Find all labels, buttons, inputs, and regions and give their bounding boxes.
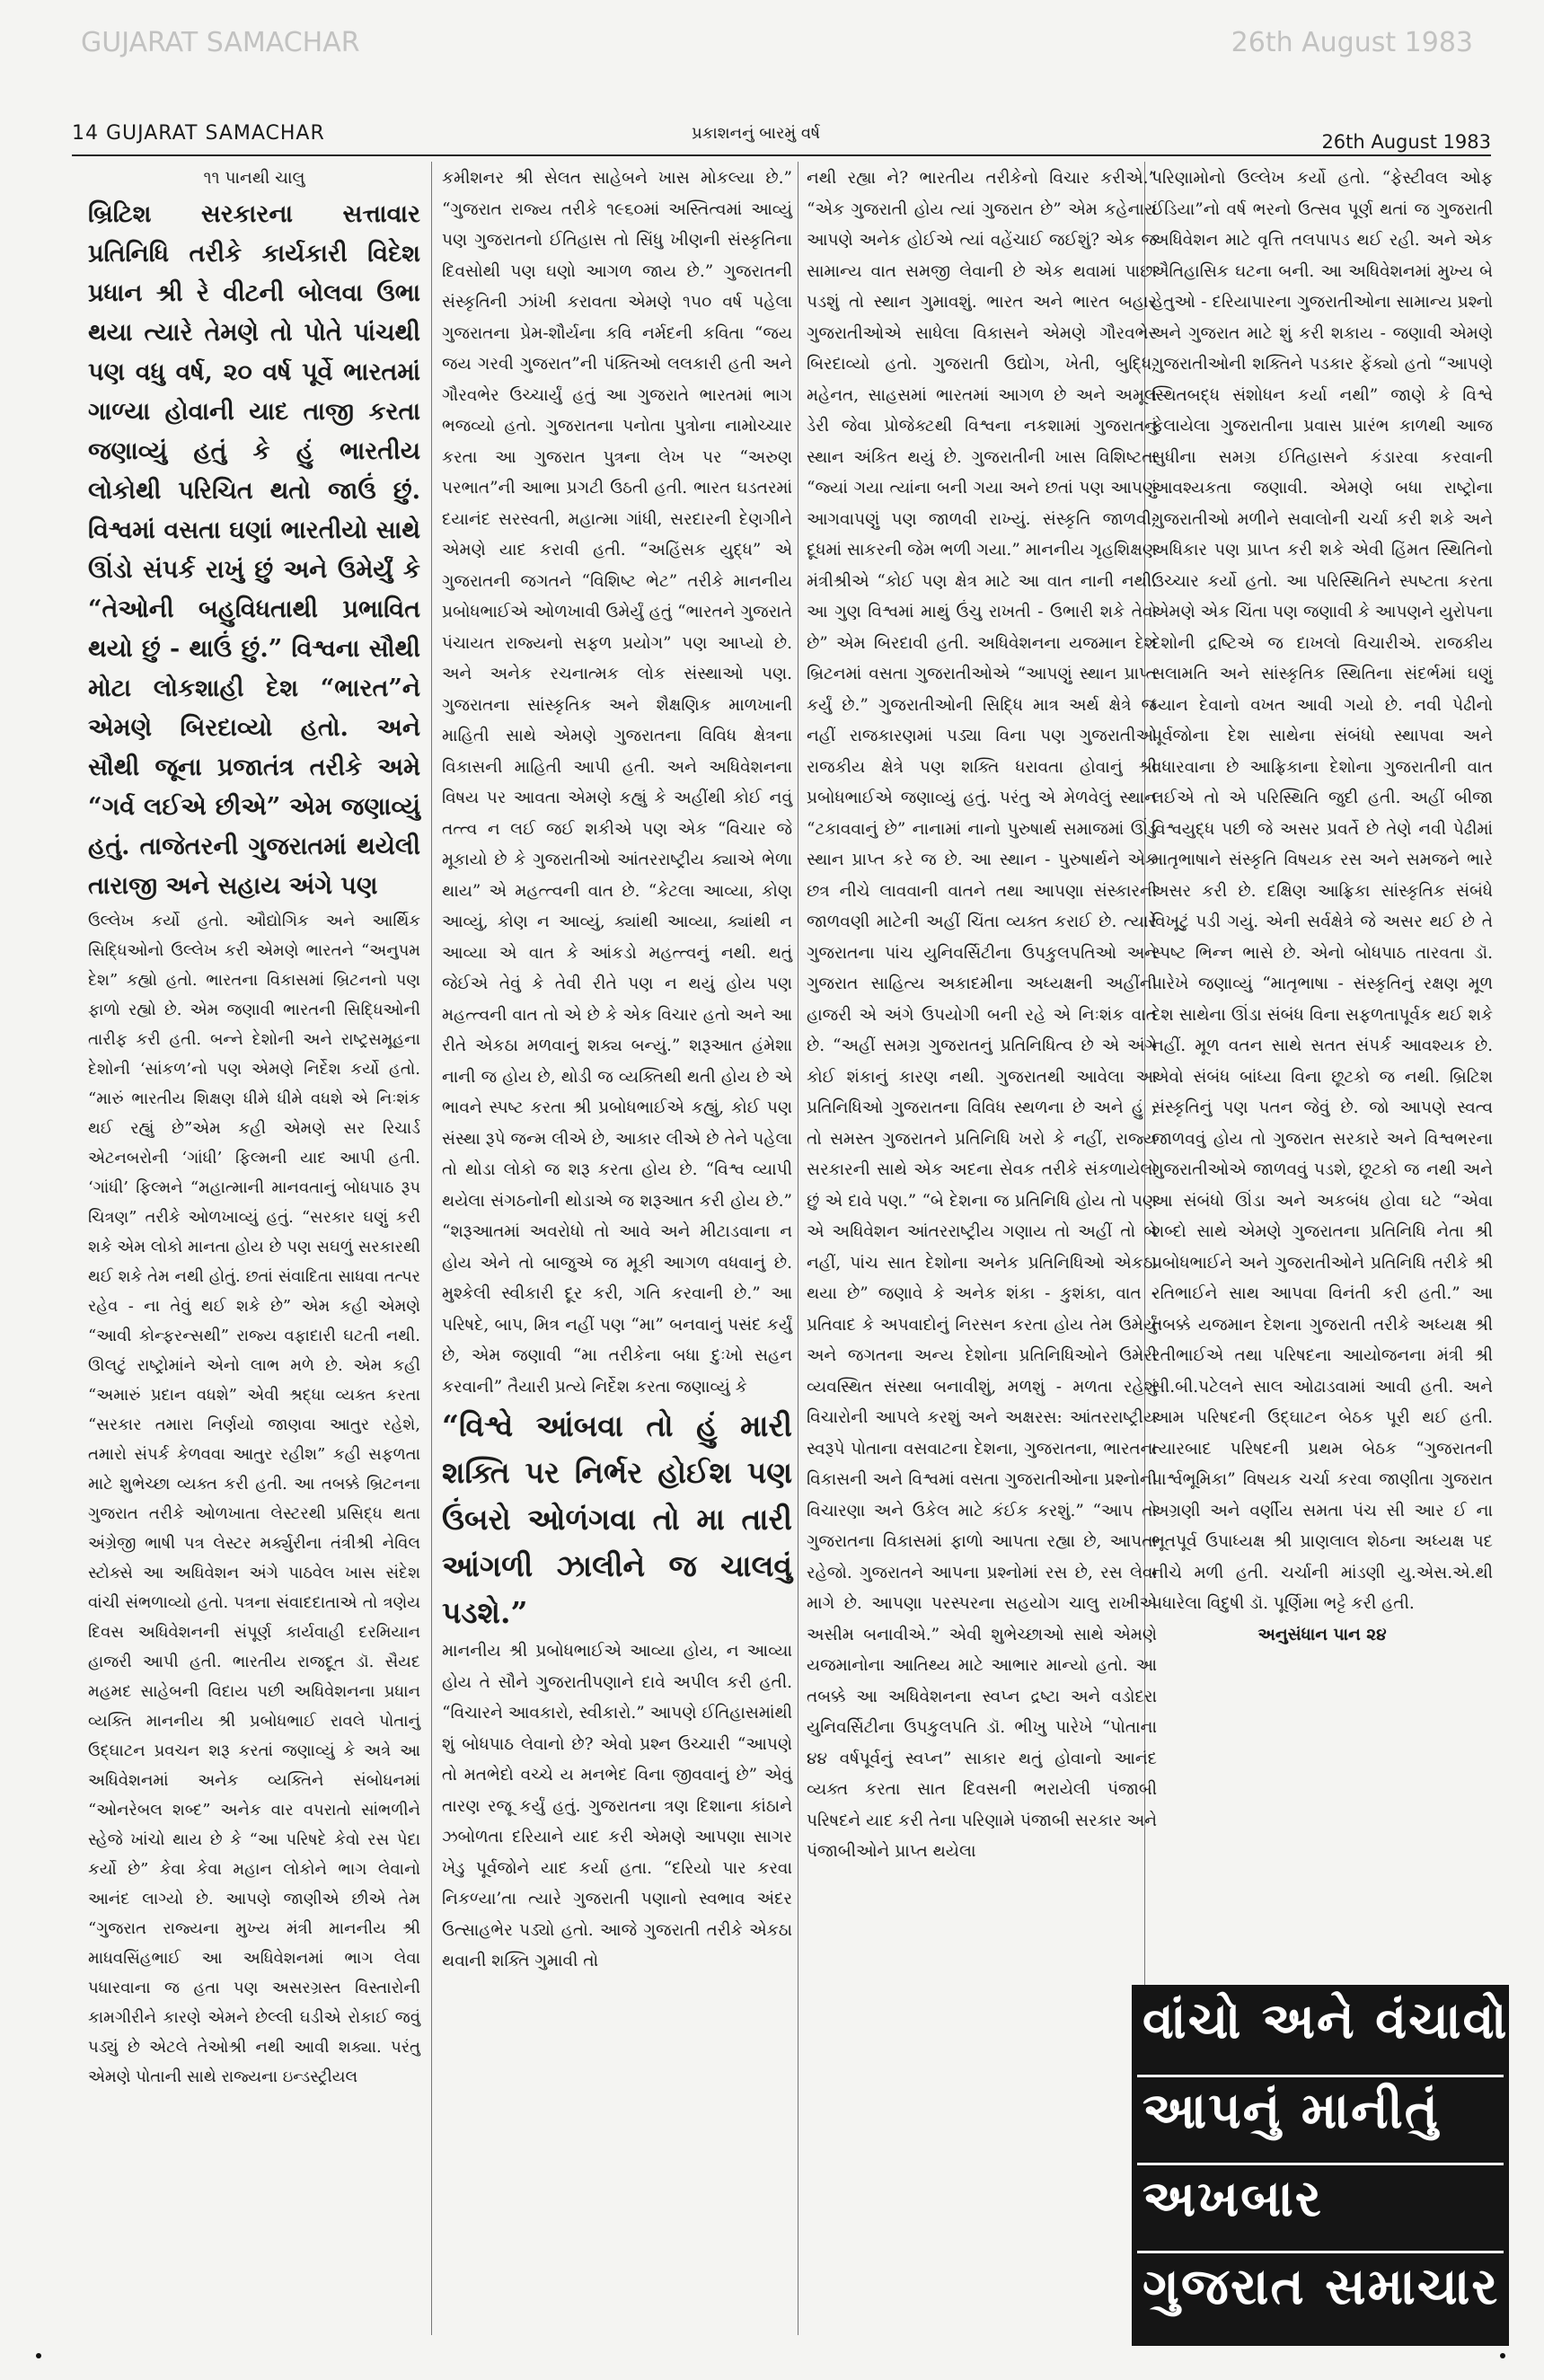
promo-line: આપનું માનીતું bbox=[1143, 2082, 1440, 2140]
print-mark bbox=[1500, 2353, 1505, 2358]
page-number-label: 14 GUJARAT SAMACHAR bbox=[72, 122, 325, 145]
promo-divider bbox=[1137, 2075, 1504, 2077]
continuation-note: ૧૧ પાનથી ચાલુ bbox=[203, 169, 305, 188]
issue-date: 26th August 1983 bbox=[1321, 131, 1491, 153]
bleed-left-text: GUJARAT SAMACHAR bbox=[81, 27, 360, 58]
promo-divider bbox=[1137, 2251, 1504, 2253]
article-column-3 bbox=[807, 163, 1157, 1868]
article-body-text: પરિણામોનો ઉલ્લેખ કર્યો હતો. “ફેસ્ટીવલ ઓફ ઈંડિયા”નો વર્ષ ભરનો ઉત્સવ પૂર્ણ થતાં જ ગુજરાતી અધિવેશન માટે વૃત્તિ તલપાપડ થઈ રહી. અને એક ઐતિહાસિક ઘટના બની. આ અધિવેશનમાં મુખ્ય બે હેતુઓ - દરિયાપારના ગુજરાતીઓના સામાન્ય પ્રશ્નો અને ગુજરાત માટે શું કરી શકાય - જણાવી એમણે ગુજરાતીઓની શક્તિને પડકાર ફેંક્યો હતો “આપણે સ્થિતબદ્ધ સંશોધન કર્યા નથી” જાણે કે વિશ્વે ફેલાયેલા ગુજરાતીના પ્રવાસ પ્રારંભ કાળથી આજ સુધીના સમગ્ર ઈતિહાસને કંડારવા કરવાની આવશ્યકતા જણાવી. એમણે બધા રાષ્ટ્રોના ગુજરાતીઓ મળીને સવાલોની ચર્ચા કરી શકે અને અધિકાર પણ પ્રાપ્ત કરી શકે એવી હિંમત સ્થિતિનો ઉચ્ચાર કર્યો હતો. આ પરિસ્થિતિને સ્પષ્ટતા કરતા એમણે એક ચિંતા પણ જણાવી કે આપણને યુરોપના દેશોની દ્રષ્ટિએ જ દાખલો વિચારીએ. રાજકીય સલામતિ અને સાંસ્કૃતિક સ્થિતિના સંદર્ભમાં ઘણું ધ્યાન દેવાનો વખત આવી ગયો છે. નવી પેઢીનો પૂર્વજોના દેશ સાથેના સંબંધો સ્થાપવા અને વધારવાના છે આફ્રિકાના દેશોના ગુજરાતીની વાત લઈએ તો એ પરિસ્થિતિ જુદી હતી. અહીં બીજા વિશ્વયુદ્ધ પછી જે અસર પ્રવર્તે છે તેણે નવી પેઢીમાં માતૃભાષાને સંસ્કૃતિ વિષયક રસ અને સમજને ભારે અસર કરી છે. દક્ષિણ આફ્રિકા સાંસ્કૃતિક સંબંધે વિખૂટું પડી ગયું. એની સર્વક્ષેત્રે જે અસર થઈ છે તે સ્પષ્ટ ભિન્ન ભાસે છે. એનો બોધપાઠ તારવતા ડૉ. પારેખે જણાવ્યું “માતૃભાષા - સંસ્કૃતિનું રક્ષણ મૂળ દેશ સાથેના ઊંડા સંબંધ વિના સફળતાપૂર્વક થઈ શકે નહીં. મૂળ વતન સાથે સતત સંપર્ક આવશ્યક છે. એવો સંબંધ બાંધ્યા વિના છૂટકો જ નથી. બ્રિટિશ સંસ્કૃતિનું પણ પતન જેવું છે. જો આપણે સ્વત્વ જાળવવું હોય તો ગુજરાત સરકારે અને વિશ્વભરના ગુજરાતીઓએ જાળવવું પડશે, છૂટકો જ નથી અને આ સંબંધો ઊંડા અને અકબંધ હોવા ઘટે “એવા શબ્દો સાથે એમણે ગુજરાતના પ્રતિનિધિ નેતા શ્રી પ્રબોધભાઈને અને ગુજરાતીઓને પ્રતિનિધિ તરીકે શ્રી રતિભાઈને સાથ આપવા વિનંતી કરી હતી.” આ તબક્કે યજમાન દેશના ગુજરાતી તરીકે અધ્યક્ષ શ્રી રતીભાઈએ તથા પરિષદના આયોજનના મંત્રી શ્રી સી.બી.પટેલને સાલ ઓઢાડવામાં આવી હતી. અને આમ પરિષદની ઉદ્ઘાટન બેઠક પૂરી થઈ હતી. ત્યારબાદ પરિષદની પ્રથમ બેઠક “ગુજરાતની પાર્શ્વભૂમિકા” વિષયક ચર્ચા કરવા જાણીતા ગુજરાત અગ્રણી અને વર્ણીય સમતા પંચ સી આર ઈ ના ભૂતપૂર્વ ઉપાધ્યક્ષ શ્રી પ્રાણલાલ શેઠના અધ્યક્ષ પદ નીચે મળી હતી. ચર્ચાની માંડણી યુ.એસ.એ.થી પધારેલા વિદુષી ડૉ. પૂર્ણિમા ભટ્ટે કરી હતી. bbox=[1151, 169, 1493, 1613]
bleed-through-header bbox=[27, 18, 1509, 99]
promo-line: અખબાર bbox=[1143, 2170, 1323, 2228]
page-header bbox=[72, 119, 1491, 156]
article-lead-paragraph: બ્રિટિશ સરકારના સત્તાવાર પ્રતિનિધિ તરીકે કાર્યકારી વિદેશ પ્રધાન શ્રી રે વીટની બોલવા ઉભા થયા ત્યારે તેમણે તો પોતે પાંચથી પણ વધુ વર્ષ, ૨૦ વર્ષ પૂર્વે ભારતમાં ગાળ્યા હોવાની યાદ તાજી કરતા જણાવ્યું હતું કે હું ભારતીય લોકોથી પરિચિત થતો જાઉં છું. વિશ્વમાં વસતા ઘણાં ભારતીયો સાથે ઊંડો સંપર્ક રાખું છું અને ઉમેર્યું કે “તેઓની બહુવિધતાથી પ્રભાવિત થયો છું - થાઉં છું.” વિશ્વના સૌથી મોટા લોકશાહી દેશ “ભારત”ને એમણે બિરદાવ્યો હતો. અને સૌથી જૂના પ્રજાતંત્ર તરીકે અમે “ગર્વ લઈએ છીએ” એમ જણાવ્યું હતું. તાજેતરની ગુજરાતમાં થયેલી તારાજી અને સહાય અંગે પણ bbox=[88, 199, 420, 900]
article-column-4 bbox=[1151, 163, 1493, 1651]
pull-quote: “વિશ્વે આંબવા તો હું મારી શક્તિ પર નિર્ભર હોઈશ પણ ઉંબરો ઓળંગવા તો મા તારી આંગળી ઝાલીને જ ચાલવું પડશે.” bbox=[442, 1408, 792, 1630]
article-body-text: કમીશનર શ્રી સેલત સાહેબને ખાસ મોકલ્યા છે.” “ગુજરાત રાજ્ય તરીકે ૧૯૬૦માં અસ્તિત્વમાં આવ્યું પણ ગુજરાતનો ઈતિહાસ તો સિંધુ ખીણની સંસ્કૃતિના દિવસોથી પણ ઘણો આગળ જાય છે.” ગુજરાતની સંસ્કૃતિની ઝાંખી કરાવતા એમણે ૧૫૦ વર્ષ પહેલા ગુજરાતના પ્રેમ-શૌર્યના કવિ નર્મદની કવિતા “જય જય ગરવી ગુજરાત”ની પંક્તિઓ લલકારી હતી અને ગૌરવભેર ઉચ્ચાર્યું હતું આ ગુજરાતે ભારતમાં ભાગ ભજવ્યો હતો. ગુજરાતના પનોતા પુત્રોના નામોચ્ચાર કરતા આ ગુજરાત પુત્રના લેખ પર “અરુણ પરભાત”ની આભા પ્રગટી ઉઠતી હતી. ભારત ઘડતરમાં દયાનંદ સરસ્વતી, મહાત્મા ગાંધી, સરદારની દેણગીને એમણે યાદ કરાવી હતી. “અહિંસક યુદ્ધ” એ ગુજરાતની જગતને “વિશિષ્ટ ભેટ” તરીકે માનનીય પ્રબોધભાઈએ ઓળખાવી ઉમેર્યું હતું “ભારતને ગુજરાતે પંચાયત રાજ્યનો સફળ પ્રયોગ” પણ આપ્યો છે. અને અનેક રચનાત્મક લોક સંસ્થાઓ પણ. ગુજરાતના સાંસ્કૃતિક અને શૈક્ષણિક માળખાની માહિતી સાથે એમણે ગુજરાતના વિવિધ ક્ષેત્રના વિકાસની માહિતી આપી હતી. અને અધિવેશનના વિષય પર આવતા એમણે કહ્યું કે અહીંથી કોઈ નવું તત્ત્વ ન લઈ જઈ શકીએ પણ એક “વિચાર જે મૂકાયો છે કે ગુજરાતીઓ આંતરરાષ્ટ્રીય ક્યાએ ભેળા થાય” એ મહત્ત્વની વાત છે. “કેટલા આવ્યા, કોણ આવ્યું, કોણ ન આવ્યું, ક્યાંથી આવ્યા, ક્યાંથી ન આવ્યા એ વાત કે આંકડો મહત્ત્વનું નથી. થતું જેઈએ તેવું કે તેવી રીતે પણ ન થયું હોય પણ મહત્ત્વની વાત તો એ છે કે એક વિચાર હતો અને આ રીતે એકઠા મળવાનું શક્ય બન્યું.” શરૂઆત હંમેશા નાની જ હોય છે, થોડી જ વ્યક્તિથી થતી હોય છે એ ભાવને સ્પષ્ટ કરતા શ્રી પ્રબોધભાઈએ કહ્યું, કોઈ પણ સંસ્થા રૂપે જન્મ લીએ છે, આકાર લીએ છે તેને પહેલા તો થોડા લોકો જ શરૂ કરતા હોય છે. “વિશ્વ વ્યાપી થયેલા સંગઠનોની થોડાએ જ શરૂઆત કરી હોય છે.” “શરૂઆતમાં અવરોધો તો આવે અને મીટાડવાના ન હોય એને તો બાજુએ જ મૂકી આગળ વધવાનું છે. મુશ્કેલી સ્વીકારી દૂર કરી, ગતિ કરવાની છે.” આ પરિષદે, બાપ, મિત્ર નહીં પણ “મા” બનવાનું પસંદ કર્યું છે, એમ જણાવી “મા તરીકેના બધા દુઃખો સહન કરવાની” તૈયારી પ્રત્યે નિર્દેશ કરતા જણાવ્યું કે bbox=[442, 169, 792, 1397]
continued-on-page-note: અનુસંધાન પાન ૨૪ bbox=[1257, 1625, 1387, 1644]
article-body-text: નથી રહ્યા ને? ભારતીય તરીકેનો વિચાર કરીએ.” “એક ગુજરાતી હોય ત્યાં ગુજરાત છે” એમ કહેનારા આપણે અનેક હોઈએ ત્યાં વહેંચાઈ જઈશું? એક જ સામાન્ય વાત સમજી લેવાની છે એક થવામાં પાછા પડશું તો સ્થાન ગુમાવશું. ભારત અને ભારત બહાર ગુજરાતીઓએ સાધેલા વિકાસને એમણે ગૌરવભેર બિરદાવ્યો હતો. ગુજરાતી ઉદ્યોગ, ખેતી, બુદ્ધિ, મહેનત, સાહસમાં ભારતમાં આગળ છે અને અમૂલ ડેરી જેવા પ્રોજેક્ટથી વિશ્વના નકશામાં ગુજરાતનું સ્થાન અંકિત થયું છે. ગુજરાતીની ખાસ વિશિષ્ટતા “જ્યાં ગયા ત્યાંના બની ગયા અને છતાં પણ આપણું આગવાપણું પણ જાળવી રાખ્યું. સંસ્કૃતિ જાળવી; દૂધમાં સાકરની જેમ ભળી ગયા.” માનનીય ગૃહશિક્ષણ મંત્રીશ્રીએ “કોઈ પણ ક્ષેત્ર માટે આ વાત નાની નથી. આ ગુણ વિશ્વમાં માથું ઉંચુ રાખતી - ઉભારી શકે તેવો છે” એમ બિરદાવી હતી. અધિવેશનના યજમાન દેશ બ્રિટનમાં વસતા ગુજરાતીઓએ “આપણું સ્થાન પ્રાપ્ત કર્યું છે.” ગુજરાતીઓની સિદ્ધિ માત્ર અર્થ ક્ષેત્રે જ નહીં રાજકારણમાં પડ્યા વિના પણ ગુજરાતીઓ રાજકીય ક્ષેત્રે પણ શક્તિ ધરાવતા હોવાનું શ્રી પ્રબોધભાઈએ જણાવ્યું હતું. પરંતુ એ મેળવેલું સ્થાન “ટકાવવાનું છે” નાનામાં નાનો પુરુષાર્થ સમાજમાં ઊંડું સ્થાન પ્રાપ્ત કરે જ છે. આ સ્થાન - પુરુષાર્થને એક છત્ર નીચે લાવવાની વાતને તથા આપણા સંસ્કારની જાળવણી માટેની અહીં ચિંતા વ્યક્ત કરાઈ છે. ત્યારે ગુજરાતના પાંચ યુનિવર્સિટીના ઉપકુલપતિઓ અને ગુજરાત સાહિત્ય અકાદમીના અધ્યક્ષની અહીંની હાજરી એ અંગે ઉપયોગી બની રહે એ નિઃશંક વાત છે. “અહીં સમગ્ર ગુજરાતનું પ્રતિનિધિત્વ છે એ અંગે કોઈ શંકાનું કારણ નથી. ગુજરાતથી આવેલા આ પ્રતિનિધિઓ ગુજરાતના વિવિધ સ્થળના છે અને હું , તો સમસ્ત ગુજરાતને પ્રતિનિધિ ખરો કે નહીં, રાજ્ય સરકારની સાથે એક અદના સેવક તરીકે સંકળાયેલો છું એ દાવે પણ.” “બે દેશના જ પ્રતિનિધિ હોય તો પણ એ અધિવેશન આંતરરાષ્ટ્રીય ગણાય તો અહીં તો બે નહીં, પાંચ સાત દેશોના અનેક પ્રતિનિધિઓ એકઠા થયા છે” જણાવે કે અનેક શંકા - કુશંકા, વાત - પ્રતિવાદ કે અપવાદોનું નિરસન કરતા હોય તેમ ઉમેર્યું અને જગતના અન્ય દેશોના પ્રતિનિધિઓને ઉમેરી વ્યવસ્થિત સંસ્થા બનાવીશું, મળશું - મળતા રહેશું વિચારોની આપલે કરશું અને અક્ષરસ: આંતરરાષ્ટ્રીય સ્વરૂપે પોતાના વસવાટના દેશના, ગુજરાતના, ભારતના વિકાસની અને વિશ્વમાં વસતા ગુજરાતીઓના પ્રશ્નોની વિચારણા અને ઉકેલ માટે કંઈક કરશું.” “આપ તો ગુજરાતના વિકાસમાં ફાળો આપતા રહ્યા છે, આપતા રહેજો. ગુજરાતને આપના પ્રશ્નોમાં રસ છે, રસ લેવા માગે છે. આપણા પરસ્પરના સહયોગ ચાલુ રાખીએ અસીમ બનાવીએ.” એવી શુભેચ્છાઓ સાથે એમણે યજમાનોના આતિથ્ય માટે આભાર માન્યો હતો. આ તબક્કે આ અધિવેશનના સ્વપ્ન દ્રષ્ટા અને વડોદરા યુનિવર્સિટીના ઉપકુલપતિ ડૉ. ભીખુ પારેખે “પોતાના ૪૪ વર્ષપૂર્વનું સ્વપ્ન” સાકાર થતું હોવાનો આનંદ વ્યક્ત કરતા સાત દિવસની ભરાયેલી પંજાબી પરિષદને યાદ કરી તેના પરિણામે પંજાબી સરકાર અને પંજાબીઓને પ્રાપ્ત થયેલા bbox=[807, 169, 1157, 1861]
column-divider bbox=[431, 162, 432, 2335]
article-body-text: ઉલ્લેખ કર્યો હતો. ઔદ્યોગિક અને આર્થિક સિદ્ધિઓનો ઉલ્લેખ કરી એમણે ભારતને “અનુપમ દેશ” કહ્યો હતો. ભારતના વિકાસમાં બ્રિટનનો પણ ફાળો રહ્યો છે. એમ જણાવી ભારતની સિદ્ધિઓની તારીફ કરી હતી. બન્ને દેશોની અને રાષ્ટ્રસમૂહના દેશોની ‘સાંકળ’નો પણ એમણે નિર્દેશ કર્યો હતો. “મારું ભારતીય શિક્ષણ ધીમે ધીમે વધશે એ નિઃશંક થઈ રહ્યું છે”એમ કહી એમણે સર રિચાર્ડ એટનબરોની ‘ગાંધી’ ફિલ્મની યાદ આપી હતી. ‘ગાંધી’ ફિલ્મને “મહાત્માની માનવતાનું બોધપાઠ રૂપ ચિત્રણ” તરીકે ઓળખાવ્યું હતું. “સરકાર ઘણું કરી શકે એમ લોકો માનતા હોય છે પણ સઘળું સરકારથી થઈ શકે તેમ નથી હોતું. છતાં સંવાદિતા સાધવા તત્પર રહેવ - ના તેવું થઈ શકે છે” એમ કહી એમણે “આવી કોન્ફરન્સથી” રાજ્ય વફાદારી ઘટતી નથી. ઊલટું રાષ્ટ્રોમાંને એનો લાભ મળે છે. એમ કહી “અમારું પ્રદાન વધશે” એવી શ્રદ્ધા વ્યક્ત કરતા “સરકાર તમારા નિર્ણયો જાણવા આતુર રહેશે, તમારો સંપર્ક કેળવવા આતુર રહીશ” કહી સફળતા માટે શુભેચ્છા વ્યક્ત કરી હતી. આ તબક્કે બ્રિટનના ગુજરાત તરીકે ઓળખાતા લેસ્ટરથી પ્રસિદ્ધ થતા અંગ્રેજી ભાષી પત્ર લેસ્ટર મર્ક્યુરીના તંત્રીશ્રી નેવિલ સ્ટોક્સે આ અધિવેશન અંગે પાઠવેલ ખાસ સંદેશ વાંચી સંભળાવ્યો હતો. પત્રના સંવાદદાતાએ તો ત્રણેય દિવસ અધિવેશનની સંપૂર્ણ કાર્યવાહી દરમિયાન હાજરી આપી હતી. ભારતીય રાજદૂત ડૉ. સૈયદ મહમદ સાહેબની વિદાય પછી અધિવેશનના પ્રધાન વ્યક્તિ માનનીય શ્રી પ્રબોધભાઈ રાવલે પોતાનું ઉદ્ઘાટન પ્રવચન શરૂ કરતાં જણાવ્યું કે અત્રે આ અધિવેશનમાં અનેક વ્યક્તિને સંબોધનમાં “ઓનરેબલ શબ્દ” અનેક વાર વપરાતો સાંભળીને સ્હેજે ખાંચો થાય છે કે “આ પરિષદે કેવો રસ પેદા કર્યો છે” કેવા કેવા મહાન લોકોને ભાગ લેવાનો આનંદ લાગ્યો છે. આપણે જાણીએ છીએ તેમ “ગુજરાત રાજ્યના મુખ્ય મંત્રી માનનીય શ્રી માધવસિંહભાઈ આ અધિવેશનમાં ભાગ લેવા પધારવાના જ હતા પણ અસરગ્રસ્ત વિસ્તારોની કામગીરીને કારણે એમને છેલ્લી ઘડીએ રોકાઈ જવું પડ્યું છે એટલે તેઓશ્રી નથી આવી શક્યા. પરંતુ એમણે પોતાની સાથે રાજ્યના ઇન્ડસ્ટ્રીયલ bbox=[88, 911, 420, 2086]
article-column-1 bbox=[88, 163, 420, 2092]
promo-divider bbox=[1137, 2163, 1504, 2165]
newspaper-page bbox=[27, 18, 1509, 2362]
promo-box bbox=[1132, 1985, 1509, 2346]
print-mark bbox=[36, 2353, 41, 2358]
publication-year-label: પ્રકાશનનું બારમું વર્ષ bbox=[692, 124, 821, 143]
article-column-2 bbox=[442, 163, 792, 1978]
article-body-text: માનનીય શ્રી પ્રબોધભાઈએ આવ્યા હોય, ન આવ્યા હોય તે સૌને ગુજરાતીપણાને દાવે અપીલ કરી હતી. “વિચારને આવકારો, સ્વીકારો.” આપણે ઈતિહાસમાંથી શું બોધપાઠ લેવાનો છે? એવો પ્રશ્ન ઉચ્ચારી “આપણે તો મતભેદો વચ્ચે ય મનભેદ વિના જીવવાનું છે” એવું તારણ રજૂ કર્યું હતું. ગુજરાતના ત્રણ દિશાના કાંઠાને ઝબોળતા દરિયાને યાદ કરી એમણે આપણા સાગર ખેડુ પૂર્વજોને યાદ કર્યા હતા. “દરિયો પાર કરવા નિકળ્યા’તા ત્યારે ગુજરાતી પણાનો સ્વભાવ અંદર ઉત્સાહભેર પડ્યો હતો. આજે ગુજરાતી તરીકે એકઠા થવાની શક્તિ ગુમાવી તો bbox=[442, 1642, 792, 1970]
promo-line: ગુજરાત સમાચાર bbox=[1143, 2258, 1500, 2316]
bleed-right-text: 26th August 1983 bbox=[1231, 27, 1473, 58]
promo-line: વાંચો અને વંચાવો bbox=[1143, 1992, 1509, 2050]
